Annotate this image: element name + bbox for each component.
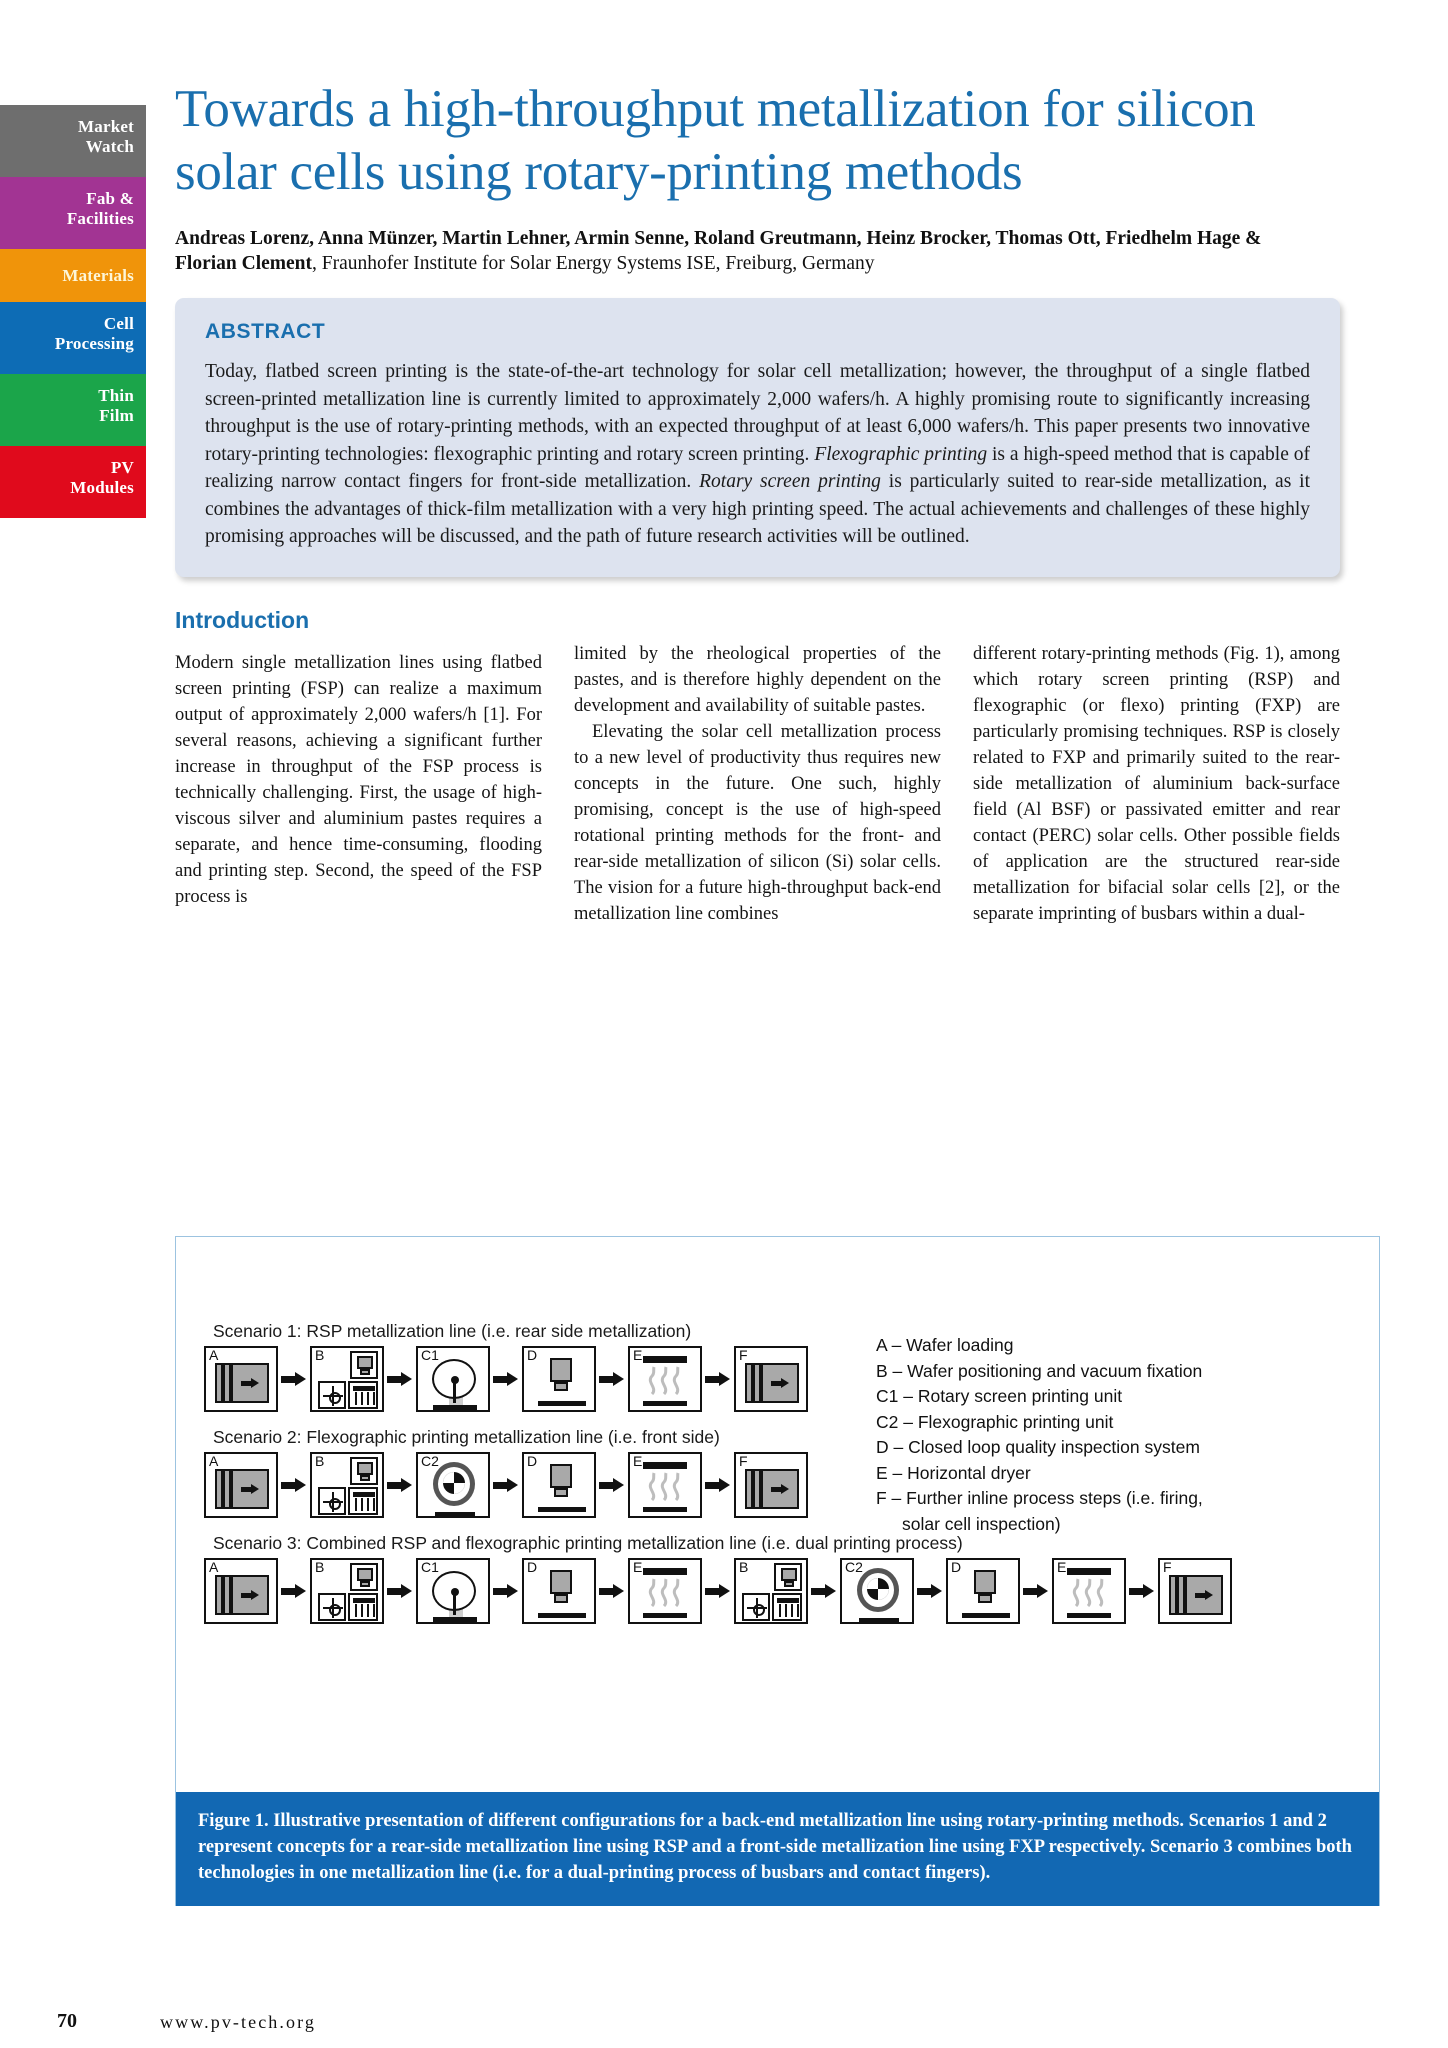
figure-diagram bbox=[176, 1237, 1379, 1792]
legend-item-f: F – Further inline process steps (i.e. firing, bbox=[876, 1488, 1203, 1508]
step-label: C2 bbox=[845, 1559, 863, 1575]
page-title: Towards a high-throughput metallization for silicon solar cells using rotary-printing methods bbox=[175, 80, 1256, 201]
process-step-e bbox=[628, 1346, 702, 1412]
section-tabs-sidebar bbox=[0, 105, 146, 518]
process-step-c1 bbox=[416, 1346, 490, 1412]
step-label: B bbox=[315, 1559, 325, 1575]
wafer-positioning-icon bbox=[742, 1563, 804, 1623]
flow-arrow-icon bbox=[493, 1478, 519, 1492]
sidebar-item-pv-modules[interactable] bbox=[0, 446, 146, 518]
abstract-heading: ABSTRACT bbox=[205, 320, 326, 343]
abstract-text bbox=[205, 358, 1310, 551]
legend-item-d: D – Closed loop quality inspection system bbox=[876, 1437, 1200, 1457]
sidebar-item-thin-film[interactable] bbox=[0, 374, 146, 446]
horizontal-dryer-icon bbox=[1064, 1568, 1118, 1620]
flow-arrow-icon bbox=[599, 1584, 625, 1598]
horizontal-dryer-icon bbox=[640, 1568, 694, 1620]
process-step-d bbox=[522, 1558, 596, 1624]
legend-item-a: A – Wafer loading bbox=[876, 1335, 1014, 1355]
process-step-f bbox=[734, 1346, 808, 1412]
body-column-3 bbox=[973, 607, 1340, 927]
abstract-part-3: is particularly suited to rear-side metallization, as it combines the advantages of thick-film metallization with a very high printing speed. The actual achievements and challenges of these highly promising approaches will be discussed, and the path of future research activities will be outlined. bbox=[205, 471, 1310, 547]
further-steps-icon bbox=[745, 1363, 799, 1403]
sidebar-item-market-watch[interactable] bbox=[0, 105, 146, 177]
flow-arrow-icon bbox=[493, 1372, 519, 1386]
author-line bbox=[175, 226, 1315, 276]
legend-item-f-continued: solar cell inspection) bbox=[902, 1513, 1061, 1534]
step-label: C1 bbox=[421, 1347, 439, 1363]
sidebar-item-label: Cell Processing bbox=[54, 314, 134, 353]
process-step-b bbox=[310, 1558, 384, 1624]
process-step-b bbox=[310, 1346, 384, 1412]
paragraph: Elevating the solar cell metallization process to a new level of productivity thus requires new concepts in the future. One such, highly promising, concept is the use of high-speed rotational printing methods for the front- and rear-side metallization of silicon (Si) solar cells. The vision for a future high-throughput back-end metallization line combines bbox=[574, 721, 941, 924]
step-label: B bbox=[315, 1453, 325, 1469]
website-url[interactable]: www.pv-tech.org bbox=[160, 2012, 316, 2032]
paragraph: Modern single metallization lines using flatbed screen printing (FSP) can realize a maximum output of approximately 2,000 wafers/h [1]. For several reasons, achieving a significant further increase in throughput of the FSP process is technically challenging. First, the usage of high-viscous silver and aluminium pastes requires a separate, and hence time-consuming, flooding and printing step. Second, the speed of the FSP process is bbox=[175, 652, 542, 907]
section-heading-introduction: Introduction bbox=[175, 606, 310, 633]
flow-arrow-icon bbox=[599, 1478, 625, 1492]
scenario-2-label: Scenario 2: Flexographic printing metallization line (i.e. front side) bbox=[213, 1427, 720, 1447]
paragraph: limited by the rheological properties of the pastes, and is therefore highly dependent on the development and availability of suitable pastes. bbox=[574, 643, 941, 716]
abstract-emphasis-1: Flexographic printing bbox=[814, 443, 988, 465]
process-step-f bbox=[734, 1452, 808, 1518]
step-label: A bbox=[209, 1453, 219, 1469]
step-label: E bbox=[1057, 1559, 1067, 1575]
step-label: F bbox=[739, 1453, 748, 1469]
scenario-3-row bbox=[204, 1558, 1379, 1624]
flow-arrow-icon bbox=[281, 1584, 307, 1598]
figure-caption: Figure 1. Illustrative presentation of different configurations for a back-end metallization line using rotary-printing methods. Scenarios 1 and 2 represent concepts for a rear-side metallization line using RSP and a front-side metallization line using FXP respectively. Scenario 3 combines both technologies in one metallization line (i.e. for a dual-printing process of busbars and contact fingers). bbox=[176, 1792, 1379, 1906]
process-step-f bbox=[1158, 1558, 1232, 1624]
legend-item-e: E – Horizontal dryer bbox=[876, 1462, 1031, 1483]
page-number: 70 bbox=[57, 2010, 77, 2032]
process-step-d-2 bbox=[946, 1558, 1020, 1624]
flow-arrow-icon bbox=[705, 1478, 731, 1492]
legend-item-c2: C2 – Flexographic printing unit bbox=[876, 1411, 1114, 1432]
process-step-a bbox=[204, 1558, 278, 1624]
process-step-d bbox=[522, 1346, 596, 1412]
step-label: D bbox=[951, 1559, 962, 1575]
sidebar-item-materials[interactable] bbox=[0, 249, 146, 302]
process-step-b-2 bbox=[734, 1558, 808, 1624]
flow-arrow-icon bbox=[281, 1478, 307, 1492]
flexographic-printing-icon bbox=[853, 1568, 905, 1624]
process-step-c2 bbox=[840, 1558, 914, 1624]
step-label: B bbox=[315, 1347, 325, 1363]
process-step-c1 bbox=[416, 1558, 490, 1624]
sidebar-item-label: Market Watch bbox=[78, 117, 134, 156]
wafer-loading-icon bbox=[215, 1575, 269, 1615]
flow-arrow-icon bbox=[705, 1584, 731, 1598]
step-label: C2 bbox=[421, 1453, 439, 1469]
flow-arrow-icon bbox=[281, 1372, 307, 1386]
step-label: C1 bbox=[421, 1559, 439, 1575]
step-label: E bbox=[633, 1559, 643, 1575]
flow-arrow-icon bbox=[705, 1372, 731, 1386]
flow-arrow-icon bbox=[387, 1584, 413, 1598]
flow-arrow-icon bbox=[1129, 1584, 1155, 1598]
paragraph: different rotary-printing methods (Fig. 1), among which rotary screen printing (RSP) and flexographic (or flexo) printing (FXP) are particularly promising techniques. RSP is closely related to FXP and primarily suited to the rear-side metallization of aluminium back-surface field (Al BSF) or passivated emitter and rear contact (PERC) solar cells. Other possible fields of application are the structured rear-side metallization for bifacial solar cells [2], or the separate imprinting of busbars within a dual- bbox=[973, 643, 1340, 924]
step-label: D bbox=[527, 1453, 538, 1469]
abstract-part-2: is a high-speed method that is capable of realizing narrow contact fingers for front-side metallization. bbox=[205, 443, 1310, 492]
step-label: F bbox=[1163, 1559, 1172, 1575]
legend-item-b: B – Wafer positioning and vacuum fixation bbox=[876, 1360, 1203, 1381]
wafer-positioning-icon bbox=[318, 1457, 380, 1517]
step-label: E bbox=[633, 1453, 643, 1469]
abstract-emphasis-2: Rotary screen printing bbox=[699, 471, 881, 492]
wafer-positioning-icon bbox=[318, 1351, 380, 1411]
figure-1 bbox=[175, 1236, 1380, 1906]
process-step-b bbox=[310, 1452, 384, 1518]
step-label: B bbox=[739, 1559, 749, 1575]
author-names: Andreas Lorenz, Anna Münzer, Martin Lehner, Armin Senne, Roland Greutmann, Heinz Brocker, Thomas Ott, Friedhelm Hage & Florian Clement bbox=[175, 228, 1262, 274]
sidebar-item-label: Thin Film bbox=[98, 386, 134, 425]
figure-legend bbox=[876, 1333, 1203, 1537]
flexographic-printing-icon bbox=[429, 1462, 481, 1518]
scenario-1-label: Scenario 1: RSP metallization line (i.e. rear side metallization) bbox=[213, 1321, 692, 1341]
body-column-1 bbox=[175, 607, 542, 927]
flow-arrow-icon bbox=[387, 1478, 413, 1492]
horizontal-dryer-icon bbox=[640, 1356, 694, 1408]
step-label: A bbox=[209, 1559, 219, 1575]
process-step-e bbox=[628, 1558, 702, 1624]
inspection-camera-icon bbox=[542, 1358, 582, 1408]
process-step-a bbox=[204, 1452, 278, 1518]
abstract-part-1: Today, flatbed screen printing is the state-of-the-art technology for solar cell metallization; however, the throughput of a single flatbed screen-printed metallization line is currently limited to approximately 2,000 wafers/h. A highly promising route to significantly increasing throughput is the use of rotary-printing methods, with an expected throughput of at least 6,000 wafers/h. This paper presents two innovative rotary-printing technologies: flexographic printing and rotary screen printing. bbox=[205, 361, 1310, 465]
sidebar-item-label: Fab & Facilities bbox=[66, 189, 134, 228]
sidebar-item-fab-facilities[interactable] bbox=[0, 177, 146, 249]
wafer-positioning-icon bbox=[318, 1563, 380, 1623]
process-step-e bbox=[628, 1452, 702, 1518]
further-steps-icon bbox=[745, 1469, 799, 1509]
legend-item-c1: C1 – Rotary screen printing unit bbox=[876, 1386, 1123, 1406]
abstract-box bbox=[175, 298, 1340, 577]
process-step-e-2 bbox=[1052, 1558, 1126, 1624]
wafer-loading-icon bbox=[215, 1363, 269, 1403]
flow-arrow-icon bbox=[811, 1584, 837, 1598]
step-label: E bbox=[633, 1347, 643, 1363]
flow-arrow-icon bbox=[1023, 1584, 1049, 1598]
column-spacer bbox=[574, 607, 941, 641]
sidebar-item-label: PV Modules bbox=[70, 458, 134, 497]
rotary-screen-printing-icon bbox=[429, 1571, 481, 1623]
column-spacer bbox=[973, 607, 1340, 641]
body-column-2 bbox=[574, 607, 941, 927]
flow-arrow-icon bbox=[917, 1584, 943, 1598]
flow-arrow-icon bbox=[493, 1584, 519, 1598]
scenario-3-label: Scenario 3: Combined RSP and flexographic printing metallization line (i.e. dual printing process) bbox=[213, 1533, 963, 1553]
step-label: F bbox=[739, 1347, 748, 1363]
sidebar-item-label: Materials bbox=[62, 265, 134, 285]
flow-arrow-icon bbox=[599, 1372, 625, 1386]
process-step-c2 bbox=[416, 1452, 490, 1518]
article-content bbox=[175, 0, 1380, 927]
sidebar-item-cell-processing[interactable] bbox=[0, 302, 146, 374]
wafer-loading-icon bbox=[215, 1469, 269, 1509]
rotary-screen-printing-icon bbox=[429, 1359, 481, 1411]
flow-arrow-icon bbox=[387, 1372, 413, 1386]
step-label: D bbox=[527, 1347, 538, 1363]
further-steps-icon bbox=[1169, 1575, 1223, 1615]
horizontal-dryer-icon bbox=[640, 1462, 694, 1514]
body-columns bbox=[175, 607, 1340, 927]
process-step-a bbox=[204, 1346, 278, 1412]
inspection-camera-icon bbox=[966, 1570, 1006, 1620]
inspection-camera-icon bbox=[542, 1570, 582, 1620]
process-step-d bbox=[522, 1452, 596, 1518]
step-label: D bbox=[527, 1559, 538, 1575]
inspection-camera-icon bbox=[542, 1464, 582, 1514]
affiliation: , Fraunhofer Institute for Solar Energy Systems ISE, Freiburg, Germany bbox=[312, 253, 875, 274]
step-label: A bbox=[209, 1347, 219, 1363]
